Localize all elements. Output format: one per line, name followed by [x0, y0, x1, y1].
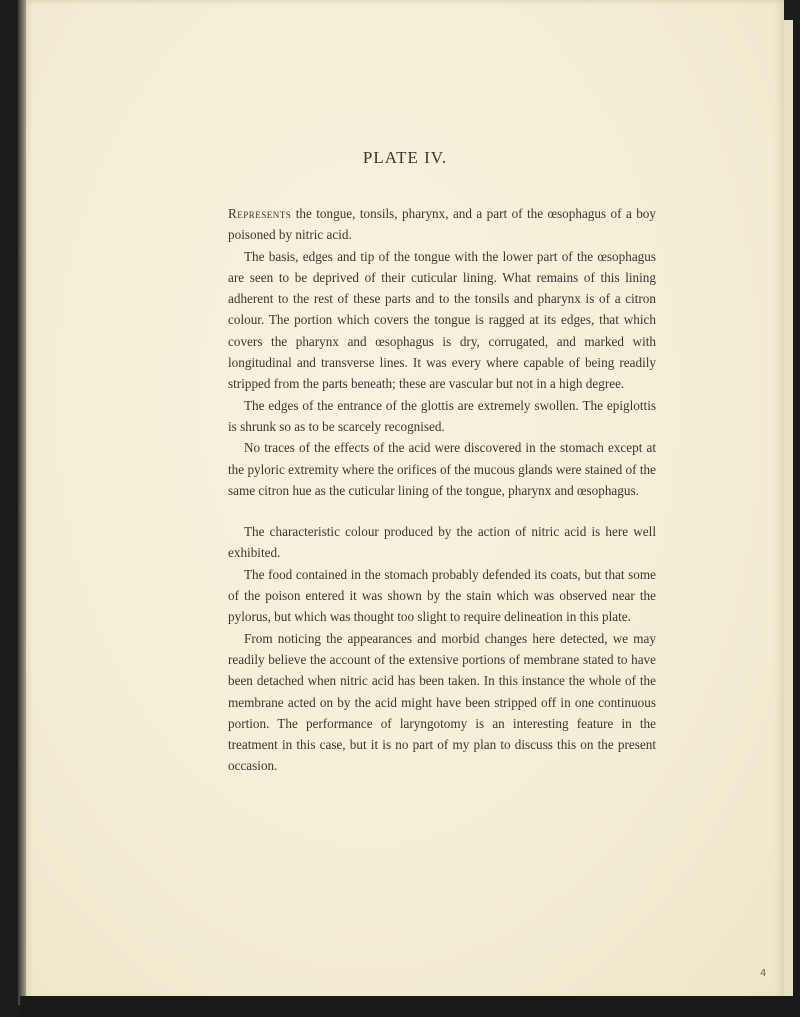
paragraph-6: The food contained in the stomach probably defended its coats, but that some of the poison entered it was shown by the stain which was observed near the pylorus, but which was thought too slight to require delineation in this plate.	[228, 566, 656, 625]
paragraph-7: From noticing the appearances and morbid changes here detected, we may readily believe the account of the extensive portions of membrane stated to have been detached when nitric acid has been taken. In this instance the whole of the membrane acted on by the acid might have been stripped off in one continuous portion. The performance of laryngotomy is an interesting feature in the treatment in this case, but it is no part of my plan to discuss this on the present occasion.	[228, 630, 656, 774]
page-body	[228, 203, 656, 777]
corner-page-mark: 4	[760, 968, 767, 979]
paragraph-2: The basis, edges and tip of the tongue with the lower part of the œsophagus are seen to be deprived of their cuticular lining. What remains of this lining adherent to the rest of these parts and to the tonsils and pharynx is of a citron colour. The portion which covers the tongue is ragged at its edges, that which covers the pharynx and œsophagus is dry, corrugated, and marked with longitudinal and transverse lines. It was every where capable of being readily stripped from the parts beneath; these are vascular but not in a high degree.	[228, 248, 656, 392]
page-title: PLATE IV.	[362, 148, 448, 167]
lead-word: Represents	[228, 206, 292, 221]
paragraph-5: The characteristic colour produced by the action of nitric acid is here well exhibited.	[228, 524, 656, 561]
paragraph-3: The edges of the entrance of the glottis are extremely swollen. The epiglottis is shrunk so as to be scarcely recognised.	[228, 397, 656, 434]
paragraph-1	[228, 203, 656, 246]
document-page	[26, 0, 784, 1000]
scan-bottom-edge	[20, 996, 800, 1017]
paragraph-4: No traces of the effects of the acid were discovered in the stomach except at the pyloric extremity where the orifices of the mucous glands were stained of the same citron hue as the cuticular lining of the tongue, pharynx and œsophagus.	[228, 440, 656, 498]
paragraph-1-text: the tongue, tonsils, pharynx, and a part of the œsophagus of a boy poisoned by nitric acid.	[228, 206, 656, 243]
